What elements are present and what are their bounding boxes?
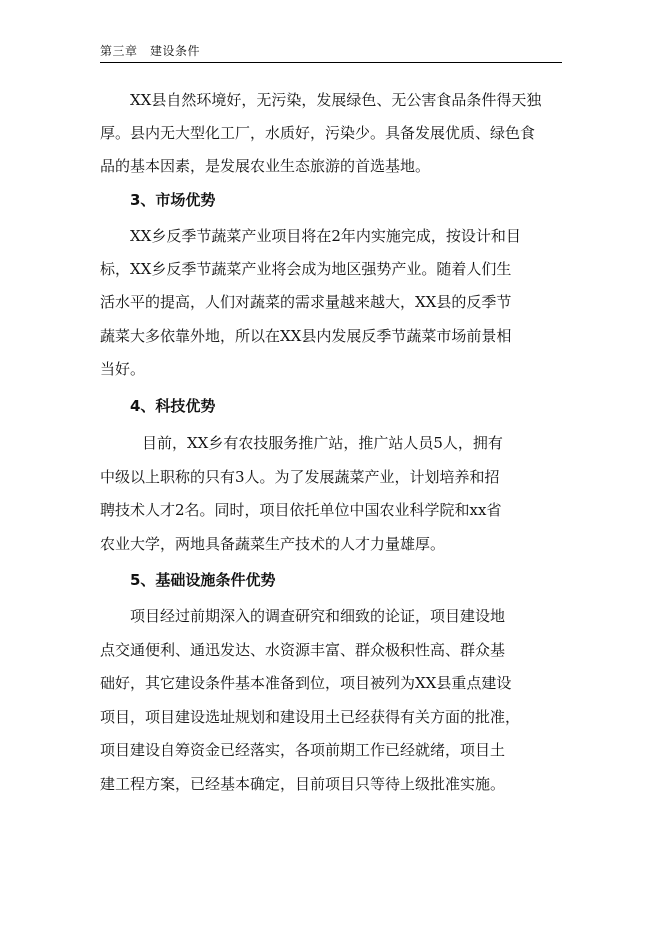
body-line: 蔬菜大多依靠外地，所以在XX县内发展反季节蔬菜市场前景相 [100, 327, 512, 345]
body-line: 项目建设自筹资金已经落实，各项前期工作已经就绪，项目土 [100, 741, 506, 759]
body-line: 聘技术人才2名。同时，项目依托单位中国农业科学院和xx省 [100, 501, 502, 519]
body-line: 点交通便利、通迅发达、水资源丰富、群众极积性高、群众基 [100, 641, 506, 659]
chapter-title: 第三章 建设条件 [100, 44, 201, 58]
body-line: 项目经过前期深入的调查研究和细致的论证，项目建设地 [130, 607, 506, 625]
body-line: XX县自然环境好，无污染，发展绿色、无公害食品条件得天独 [130, 91, 542, 109]
section-heading-market: 3、市场优势 [130, 191, 216, 209]
body-line: 础好，其它建设条件基本准备到位，项目被列为XX县重点建设 [100, 674, 512, 692]
section-heading-technology: 4、科技优势 [130, 397, 216, 415]
body-line: 目前，XX乡有农技服务推广站，推广站人员5人，拥有 [142, 434, 503, 452]
body-line: XX乡反季节蔬菜产业项目将在2年内实施完成，按设计和目 [130, 227, 521, 245]
body-line: 品的基本因素，是发展农业生态旅游的首选基地。 [100, 157, 431, 175]
body-line: 项目，项目建设选址规划和建设用土已经获得有关方面的批准， [100, 708, 521, 726]
body-line: 建工程方案，已经基本确定，目前项目只等待上级批准实施。 [100, 775, 506, 793]
body-line: 活水平的提高，人们对蔬菜的需求量越来越大，XX县的反季节 [100, 293, 512, 311]
body-line: 农业大学，两地具备蔬菜生产技术的人才力量雄厚。 [100, 535, 446, 553]
body-line: 标，XX乡反季节蔬菜产业将会成为地区强势产业。随着人们生 [100, 260, 512, 278]
section-heading-infrastructure: 5、基础设施条件优势 [130, 571, 276, 589]
body-line: 厚。县内无大型化工厂，水质好，污染少。具备发展优质、绿色食 [100, 124, 536, 142]
body-line: 中级以上职称的只有3人。为了发展蔬菜产业，计划培养和招 [100, 468, 500, 486]
body-line: 当好。 [100, 360, 146, 378]
page-header [100, 42, 562, 63]
